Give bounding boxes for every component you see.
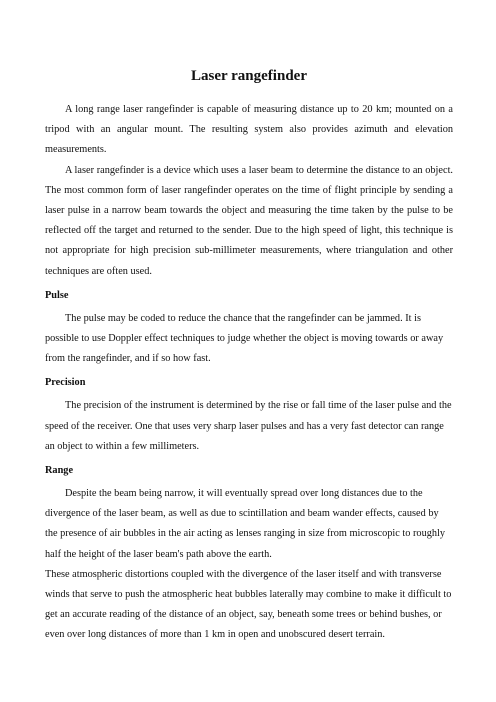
range-paragraph-2: These atmospheric distortions coupled with the divergence of the laser itself and with transverse winds that serve to push the atmospheric heat bubbles laterally may combine to make it difficult to get an accurate reading of the distance of an object, say, beneath some trees or behind bushes, or even over long distances of more than 1 km in open and unobscured desert terrain. (45, 568, 452, 641)
document-title: Laser rangefinder (191, 68, 307, 84)
section-heading-range: Range (45, 465, 74, 477)
section-heading-precision: Precision (45, 377, 86, 389)
range-paragraph-1: Despite the beam being narrow, it will eventually spread over long distances due to the divergence of the laser beam, as well as due to scintillation and beam wander effects, caused by the presence of air bubbles in the air acting as lenses ranging in size from microscopic to roughly half the height of the laser beam's path above the earth. (45, 488, 446, 560)
pulse-paragraph: The pulse may be coded to reduce the chance that the rangefinder can be jammed. It is possible to use Doppler effect techniques to judge whether the object is moving towards or away from the rangefinder, and if so how fast. (45, 312, 444, 365)
section-heading-pulse: Pulse (45, 289, 69, 301)
precision-paragraph: The precision of the instrument is determined by the rise or fall time of the laser pulse and the speed of the receiver. One that uses very sharp laser pulses and has a very fast detector can range an object to within a few millimeters. (45, 400, 452, 452)
intro-paragraph-2: A laser rangefinder is a device which uses a laser beam to determine the distance to an object. The most common form of laser rangefinder operates on the time of flight principle by sending a laser pulse in a narrow beam towards the object and measuring the time taken by the pulse to be reflected off the target and returned to the sender. Due to the high speed of light, this technique is not appropriate for high precision sub-millimeter measurements, where triangulation and other techniques are often used. (45, 164, 453, 277)
intro-paragraph-1: A long range laser rangefinder is capable of measuring distance up to 20 km; mounted on a tripod with an angular mount. The resulting system also provides azimuth and elevation measurements. (45, 104, 453, 156)
